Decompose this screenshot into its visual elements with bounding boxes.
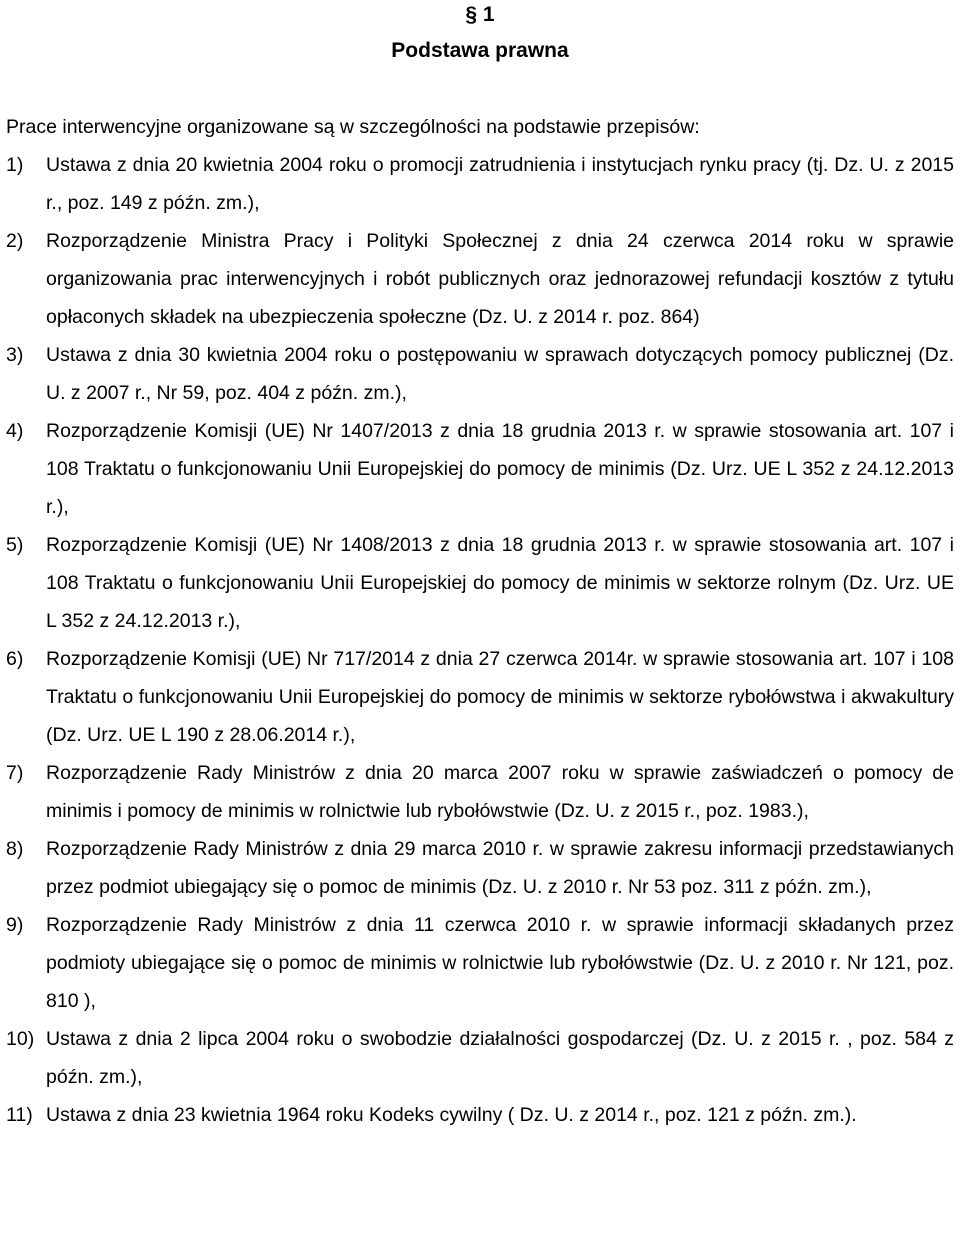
legal-basis-list [0, 146, 960, 1134]
list-item-number: 7) [6, 762, 24, 784]
list-item-number: 6) [6, 648, 24, 670]
list-item [0, 146, 960, 222]
list-item [0, 754, 960, 830]
list-item-text: Rozporządzenie Komisji (UE) Nr 717/2014 z dnia 27 czerwca 2014r. w sprawie stosowania art. 107 i 108 Traktatu o funkcjonowaniu Unii Europejskiej do pomocy de minimis w sektorze rybołówstwa i akwakultury (Dz. Urz. UE L 190 z 28.06.2014 r.), [46, 648, 954, 746]
list-item-text: Rozporządzenie Rady Ministrów z dnia 20 marca 2007 roku w sprawie zaświadczeń o pomocy de minimis i pomocy de minimis w rolnictwie lub rybołówstwie (Dz. U. z 2015 r., poz. 1983.), [46, 762, 954, 822]
list-item-text: Ustawa z dnia 30 kwietnia 2004 roku o postępowaniu w sprawach dotyczących pomocy publicznej (Dz. U. z 2007 r., Nr 59, poz. 404 z późn. zm.), [46, 344, 954, 404]
list-item-number: 1) [6, 154, 24, 176]
list-item-number: 2) [6, 230, 24, 252]
list-item-text: Ustawa z dnia 20 kwietnia 2004 roku o promocji zatrudnienia i instytucjach rynku pracy (tj. Dz. U. z 2015 r., poz. 149 z późn. zm.), [46, 154, 954, 214]
list-item [0, 412, 960, 526]
list-item [0, 336, 960, 412]
list-item [0, 526, 960, 640]
list-item [0, 1020, 960, 1096]
section-number: § 1 [465, 3, 495, 26]
list-item [0, 1096, 960, 1134]
list-item-text: Rozporządzenie Komisji (UE) Nr 1407/2013 z dnia 18 grudnia 2013 r. w sprawie stosowania art. 107 i 108 Traktatu o funkcjonowaniu Unii Europejskiej do pomocy de minimis (Dz. Urz. UE L 352 z 24.12.2013 r.), [46, 420, 954, 518]
list-item [0, 222, 960, 336]
list-item-text: Rozporządzenie Ministra Pracy i Polityki Społecznej z dnia 24 czerwca 2014 roku w sprawie organizowania prac interwencyjnych i robót publicznych oraz jednorazowej refundacji kosztów z tytułu opłaconych składek na ubezpieczenia społeczne (Dz. U. z 2014 r. poz. 864) [46, 230, 954, 328]
list-item-number: 10) [6, 1028, 35, 1050]
section-title: Podstawa prawna [391, 39, 569, 62]
list-item [0, 830, 960, 906]
list-item-number: 3) [6, 344, 24, 366]
list-item-number: 11) [6, 1104, 33, 1126]
list-item-text: Rozporządzenie Komisji (UE) Nr 1408/2013 z dnia 18 grudnia 2013 r. w sprawie stosowania art. 107 i 108 Traktatu o funkcjonowaniu Unii Europejskiej do pomocy de minimis w sektorze rolnym (Dz. Urz. UE L 352 z 24.12.2013 r.), [46, 534, 954, 632]
list-item-text: Ustawa z dnia 2 lipca 2004 roku o swobodzie działalności gospodarczej (Dz. U. z 2015 r. , poz. 584 z późn. zm.), [46, 1028, 954, 1088]
list-item-number: 8) [6, 838, 24, 860]
list-item-number: 4) [6, 420, 24, 442]
list-item [0, 906, 960, 1020]
list-item-number: 5) [6, 534, 24, 556]
list-item [0, 640, 960, 754]
list-item-text: Rozporządzenie Rady Ministrów z dnia 11 czerwca 2010 r. w sprawie informacji składanych przez podmioty ubiegające się o pomoc de minimis w rolnictwie lub rybołówstwie (Dz. U. z 2010 r. Nr 121, poz. 810 ), [46, 914, 954, 1012]
intro-paragraph: Prace interwencyjne organizowane są w szczególności na podstawie przepisów: [6, 116, 700, 138]
list-item-number: 9) [6, 914, 24, 936]
list-item-text: Ustawa z dnia 23 kwietnia 1964 roku Kodeks cywilny ( Dz. U. z 2014 r., poz. 121 z późn. zm.). [46, 1104, 857, 1126]
list-item-text: Rozporządzenie Rady Ministrów z dnia 29 marca 2010 r. w sprawie zakresu informacji przedstawianych przez podmiot ubiegający się o pomoc de minimis (Dz. U. z 2010 r. Nr 53 poz. 311 z późn. zm.), [46, 838, 954, 898]
